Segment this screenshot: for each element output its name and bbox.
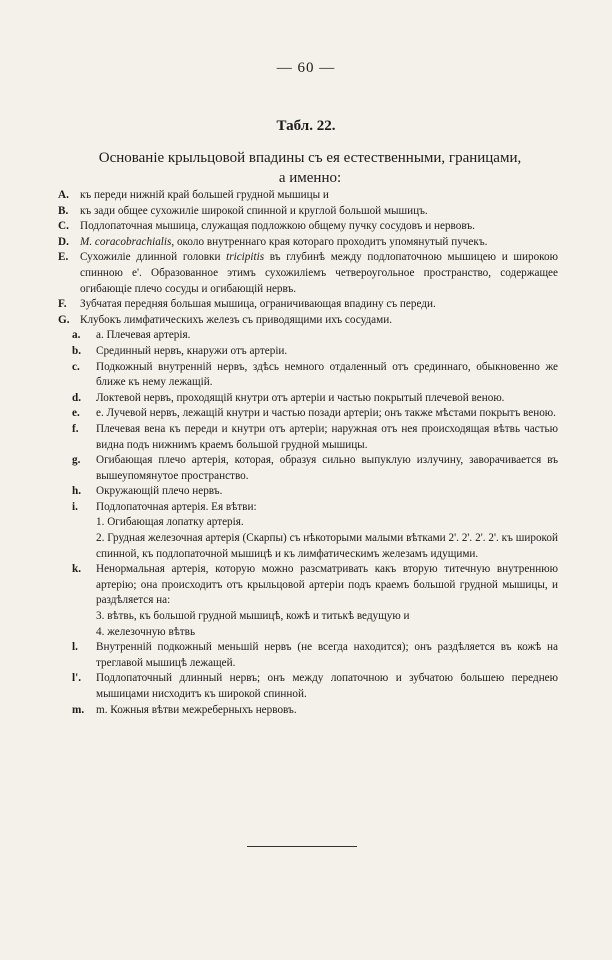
sub-entry-c <box>58 360 558 391</box>
legend-list <box>58 188 558 718</box>
entry-text <box>80 250 558 297</box>
entry-text <box>80 235 558 251</box>
entry-key: G. <box>58 313 70 326</box>
branch-text: 4. железочную вѣтвь <box>96 625 196 638</box>
sub-entry-a <box>58 328 558 344</box>
sub-entry-i <box>58 500 558 516</box>
sub-entry-e <box>58 406 558 422</box>
sub-key: a. <box>72 329 81 342</box>
entry-text-rest: въ глубинѣ между подлопаточною мышицею и широкою спинною e'. Образованное этимъ сухожиліемъ четвероугольное пространство, содержащее огибающіе плечо сосуды и огибающій нервъ. <box>80 251 558 295</box>
sub-text: a. Плечевая артерія. <box>96 329 191 342</box>
sub-text: Ненормальная артерія, которую можно разсматривать какъ вторую титечную внутреннюю артерію; она происходитъ отъ крыльцовой артеріи подъ краемъ большой грудной мышицы, и раздѣляется на: <box>96 563 558 607</box>
sub-entry-k <box>58 562 558 609</box>
legend-entry-d <box>58 235 558 251</box>
heading-line-1: Основаніе крыльцовой впадины съ ея естественными, границами, <box>98 150 522 166</box>
entry-key: E. <box>58 251 69 264</box>
sub-text: e. Лучевой нервъ, лежащій кнутри и частью позади артеріи; онъ также мѣстами покрытъ веною. <box>96 407 556 420</box>
sub-text: Локтевой нервъ, проходящій кнутри отъ артеріи и частью покрытый плечевой веною. <box>96 391 505 404</box>
sub-text: Подлопаточная артерія. Ея вѣтви: <box>96 500 257 513</box>
section-heading <box>80 148 540 188</box>
sub-text: Подлопаточный длинный нервъ; онъ между лопаточною и зубчатою большею переднею мышицами нисходитъ къ широкой спинной. <box>96 672 558 700</box>
branch-2 <box>58 531 558 562</box>
sub-key: l. <box>72 641 78 654</box>
legend-entry-e <box>58 250 558 297</box>
sub-key: b. <box>72 344 82 357</box>
sub-key: g. <box>72 454 81 467</box>
sub-key: k. <box>72 563 82 576</box>
sub-text: Окружающій плечо нервъ. <box>96 485 223 498</box>
sub-key: d. <box>72 391 82 404</box>
sub-entry-g <box>58 453 558 484</box>
sub-key: f. <box>72 422 79 435</box>
sub-entry-l-prime <box>58 671 558 702</box>
entry-key: D. <box>58 235 69 248</box>
heading-line-2: а именно: <box>278 170 342 186</box>
legend-entry-a <box>58 188 558 204</box>
sub-key: e. <box>72 407 80 420</box>
sub-text: Внутренній подкожный меньшій нервъ (не всегда находится); онъ раздѣляется въ кожѣ на треглавой мышицѣ лежащей. <box>96 641 558 669</box>
legend-entry-b <box>58 204 558 220</box>
entry-text: къ зади общее сухожиліе широкой спинной и круглой большой мышицъ. <box>80 204 428 217</box>
entry-key: B. <box>58 204 69 217</box>
end-rule <box>247 846 357 847</box>
sub-text: m. Кожныя вѣтви межреберныхъ нервовъ. <box>96 703 297 716</box>
branch-text: 3. вѣтвь, къ большой грудной мышицѣ, кожѣ и титькѣ ведущую и <box>96 610 410 623</box>
legend-entry-f <box>58 297 558 313</box>
table-title: Табл. 22. <box>276 118 336 134</box>
branch-4 <box>58 625 558 641</box>
entry-text: Подлопаточная мышица, служащая подложкою общему пучку сосудовъ и нервовъ. <box>80 220 475 233</box>
sub-text: Срединный нервъ, кнаружи отъ артеріи. <box>96 344 288 357</box>
branch-1 <box>58 515 558 531</box>
sub-key: l'. <box>72 672 82 685</box>
branch-3 <box>58 609 558 625</box>
sub-entry-h <box>58 484 558 500</box>
entry-text: Зубчатая передняя большая мышица, ограничивающая впадину съ переди. <box>80 298 436 311</box>
page-number: — 60 — <box>276 60 336 76</box>
sub-entry-l <box>58 640 558 671</box>
latin-term: M. coracobrachialis <box>80 235 172 248</box>
legend-entry-g <box>58 313 558 329</box>
sub-entry-f <box>58 422 558 453</box>
sub-text: Огибающая плечо артерія, которая, образуя сильно выпуклую излучину, заворачивается въ вышеупомянутое пространство. <box>96 454 558 482</box>
entry-text: Клубокъ лимфатическихъ железъ съ приводящими ихъ сосудами. <box>80 313 392 326</box>
legend-entry-c <box>58 219 558 235</box>
entry-text-start: Сухожиліе длинной головки <box>80 251 227 264</box>
sub-key: i. <box>72 500 78 513</box>
sub-key: m. <box>72 703 85 716</box>
sub-entry-d <box>58 391 558 407</box>
latin-term: tricipitis <box>226 251 265 264</box>
entry-key: C. <box>58 220 69 233</box>
sub-text: Плечевая вена къ переди и кнутри отъ артеріи; наружная отъ нея происходящая вѣтвь частью видна подъ нижнимъ краемъ большой грудной мышицы. <box>96 422 558 451</box>
entry-text-rest: , около внутреннаго края котораго проходитъ упомянутый пучекъ. <box>171 235 488 248</box>
entry-key: A. <box>58 189 69 201</box>
sub-entry-b <box>58 344 558 360</box>
sub-key: h. <box>72 485 82 498</box>
sub-text: Подкожный внутренній нервъ, здѣсь немного отдаленный отъ срединнаго, обыкновенно же ближе къ нему лежащій. <box>96 360 558 389</box>
sub-entry-m <box>58 703 558 719</box>
sub-key: c. <box>72 360 80 373</box>
branch-text: 2. Грудная железочная артерія (Скарпы) съ нѣкоторыми малыми вѣтками 2'. 2'. 2'. 2'. къ широкой спинной, къ подлопаточной мышицѣ и къ лимфатическимъ железамъ идущими. <box>96 532 558 560</box>
entry-key: F. <box>58 298 67 311</box>
branch-text: 1. Огибающая лопатку артерія. <box>96 516 244 529</box>
entry-text: къ переди нижній край большей грудной мышицы и <box>80 189 329 201</box>
